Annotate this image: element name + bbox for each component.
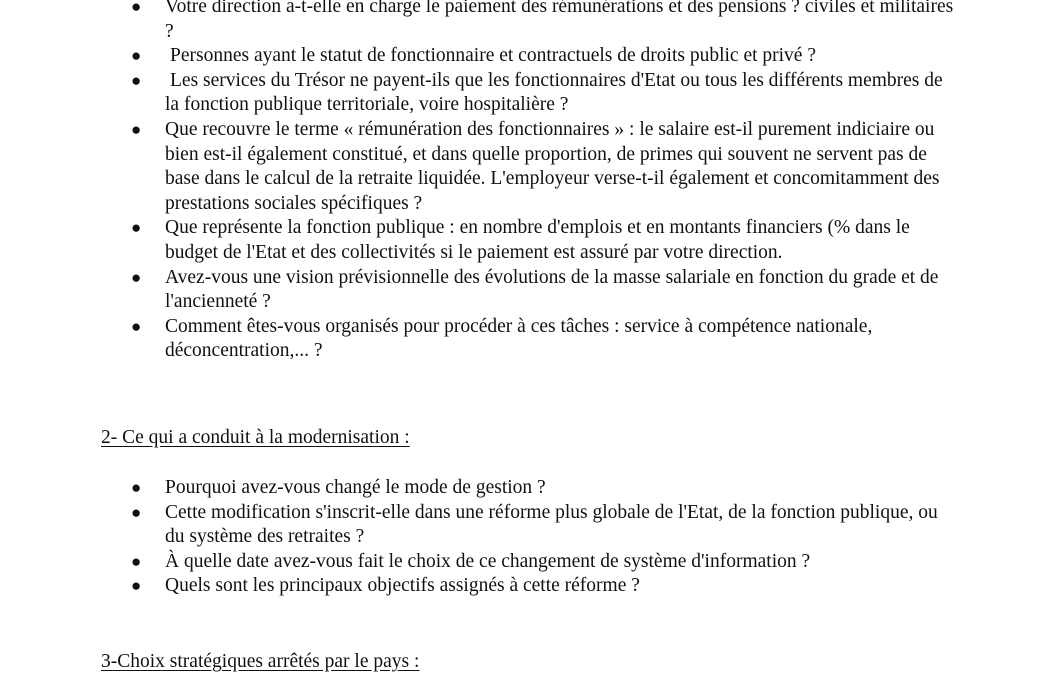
list-item [0,476,955,501]
list-item [0,315,955,364]
list-item [0,501,955,550]
list-item-text: Que recouvre le terme « rémunération des fonctionnaires » : le salaire est-il purement indiciaire ou bien est-il également constitué, et dans quelle proportion, de primes qui souvent ne servent pas de base dans le calcul de la retraite liquidée. L'employeur verse-t-il également et concomitamment des prestations sociales spécifiques ? [165,118,940,214]
list-item [0,574,955,599]
list-item-text: Votre direction a-t-elle en charge le paiement des rémunérations et des pensions ? civiles et militaires ? [165,0,954,42]
list-item-text: Que représente la fonction publique : en nombre d'emplois et en montants financiers (% dans le budget de l'Etat et des collectivités si le paiement est assuré par votre direction. [165,217,910,263]
list-item [0,44,955,69]
list-item-text: À quelle date avez-vous fait le choix de ce changement de système d'information ? [165,550,811,572]
list-item-text: Les services du Trésor ne payent-ils que les fonctionnaires d'Etat ou tous les différents membres de la fonction publique territoriale, voire hospitalière ? [165,69,943,116]
list-item [0,0,955,44]
bullet-icon: ● [131,70,142,90]
question-list-section-1 [0,0,955,364]
bullet-icon: ● [131,46,142,66]
list-item-text: Quels sont les principaux objectifs assignés à cette réforme ? [165,575,640,597]
bullet-icon: ● [131,316,142,336]
bullet-icon: ● [131,478,142,497]
list-item-text: Comment êtes-vous organisés pour procéder à ces tâches : service à compétence nationale, déconcentration,... ? [165,315,873,362]
bullet-icon: ● [131,119,142,139]
list-item-text: Cette modification s'inscrit-elle dans une réforme plus globale de l'Etat, de la fonction publique, ou du système des retraites ? [165,501,938,548]
bullet-icon: ● [131,502,142,522]
section-heading-strategic-choices: 3-Choix stratégiques arrêtés par le pays : [101,651,420,672]
list-item [0,69,955,118]
list-item [0,550,955,575]
bullet-icon: ● [131,267,142,287]
list-item-text: Avez-vous une vision prévisionnelle des évolutions de la masse salariale en fonction du grade et de l'ancienneté ? [165,266,939,313]
bullet-icon: ● [131,0,142,16]
list-item [0,216,955,265]
question-list-section-2 [0,476,955,599]
list-item [0,118,955,216]
list-item-text: Pourquoi avez-vous changé le mode de gestion ? [165,477,546,498]
list-item [0,266,955,315]
section-heading-modernisation: 2- Ce qui a conduit à la modernisation : [101,427,410,448]
bullet-icon: ● [131,551,142,571]
bullet-icon: ● [131,576,142,596]
list-item-text: Personnes ayant le statut de fonctionnaire et contractuels de droits public et privé ? [170,45,816,67]
bullet-icon: ● [131,218,142,238]
